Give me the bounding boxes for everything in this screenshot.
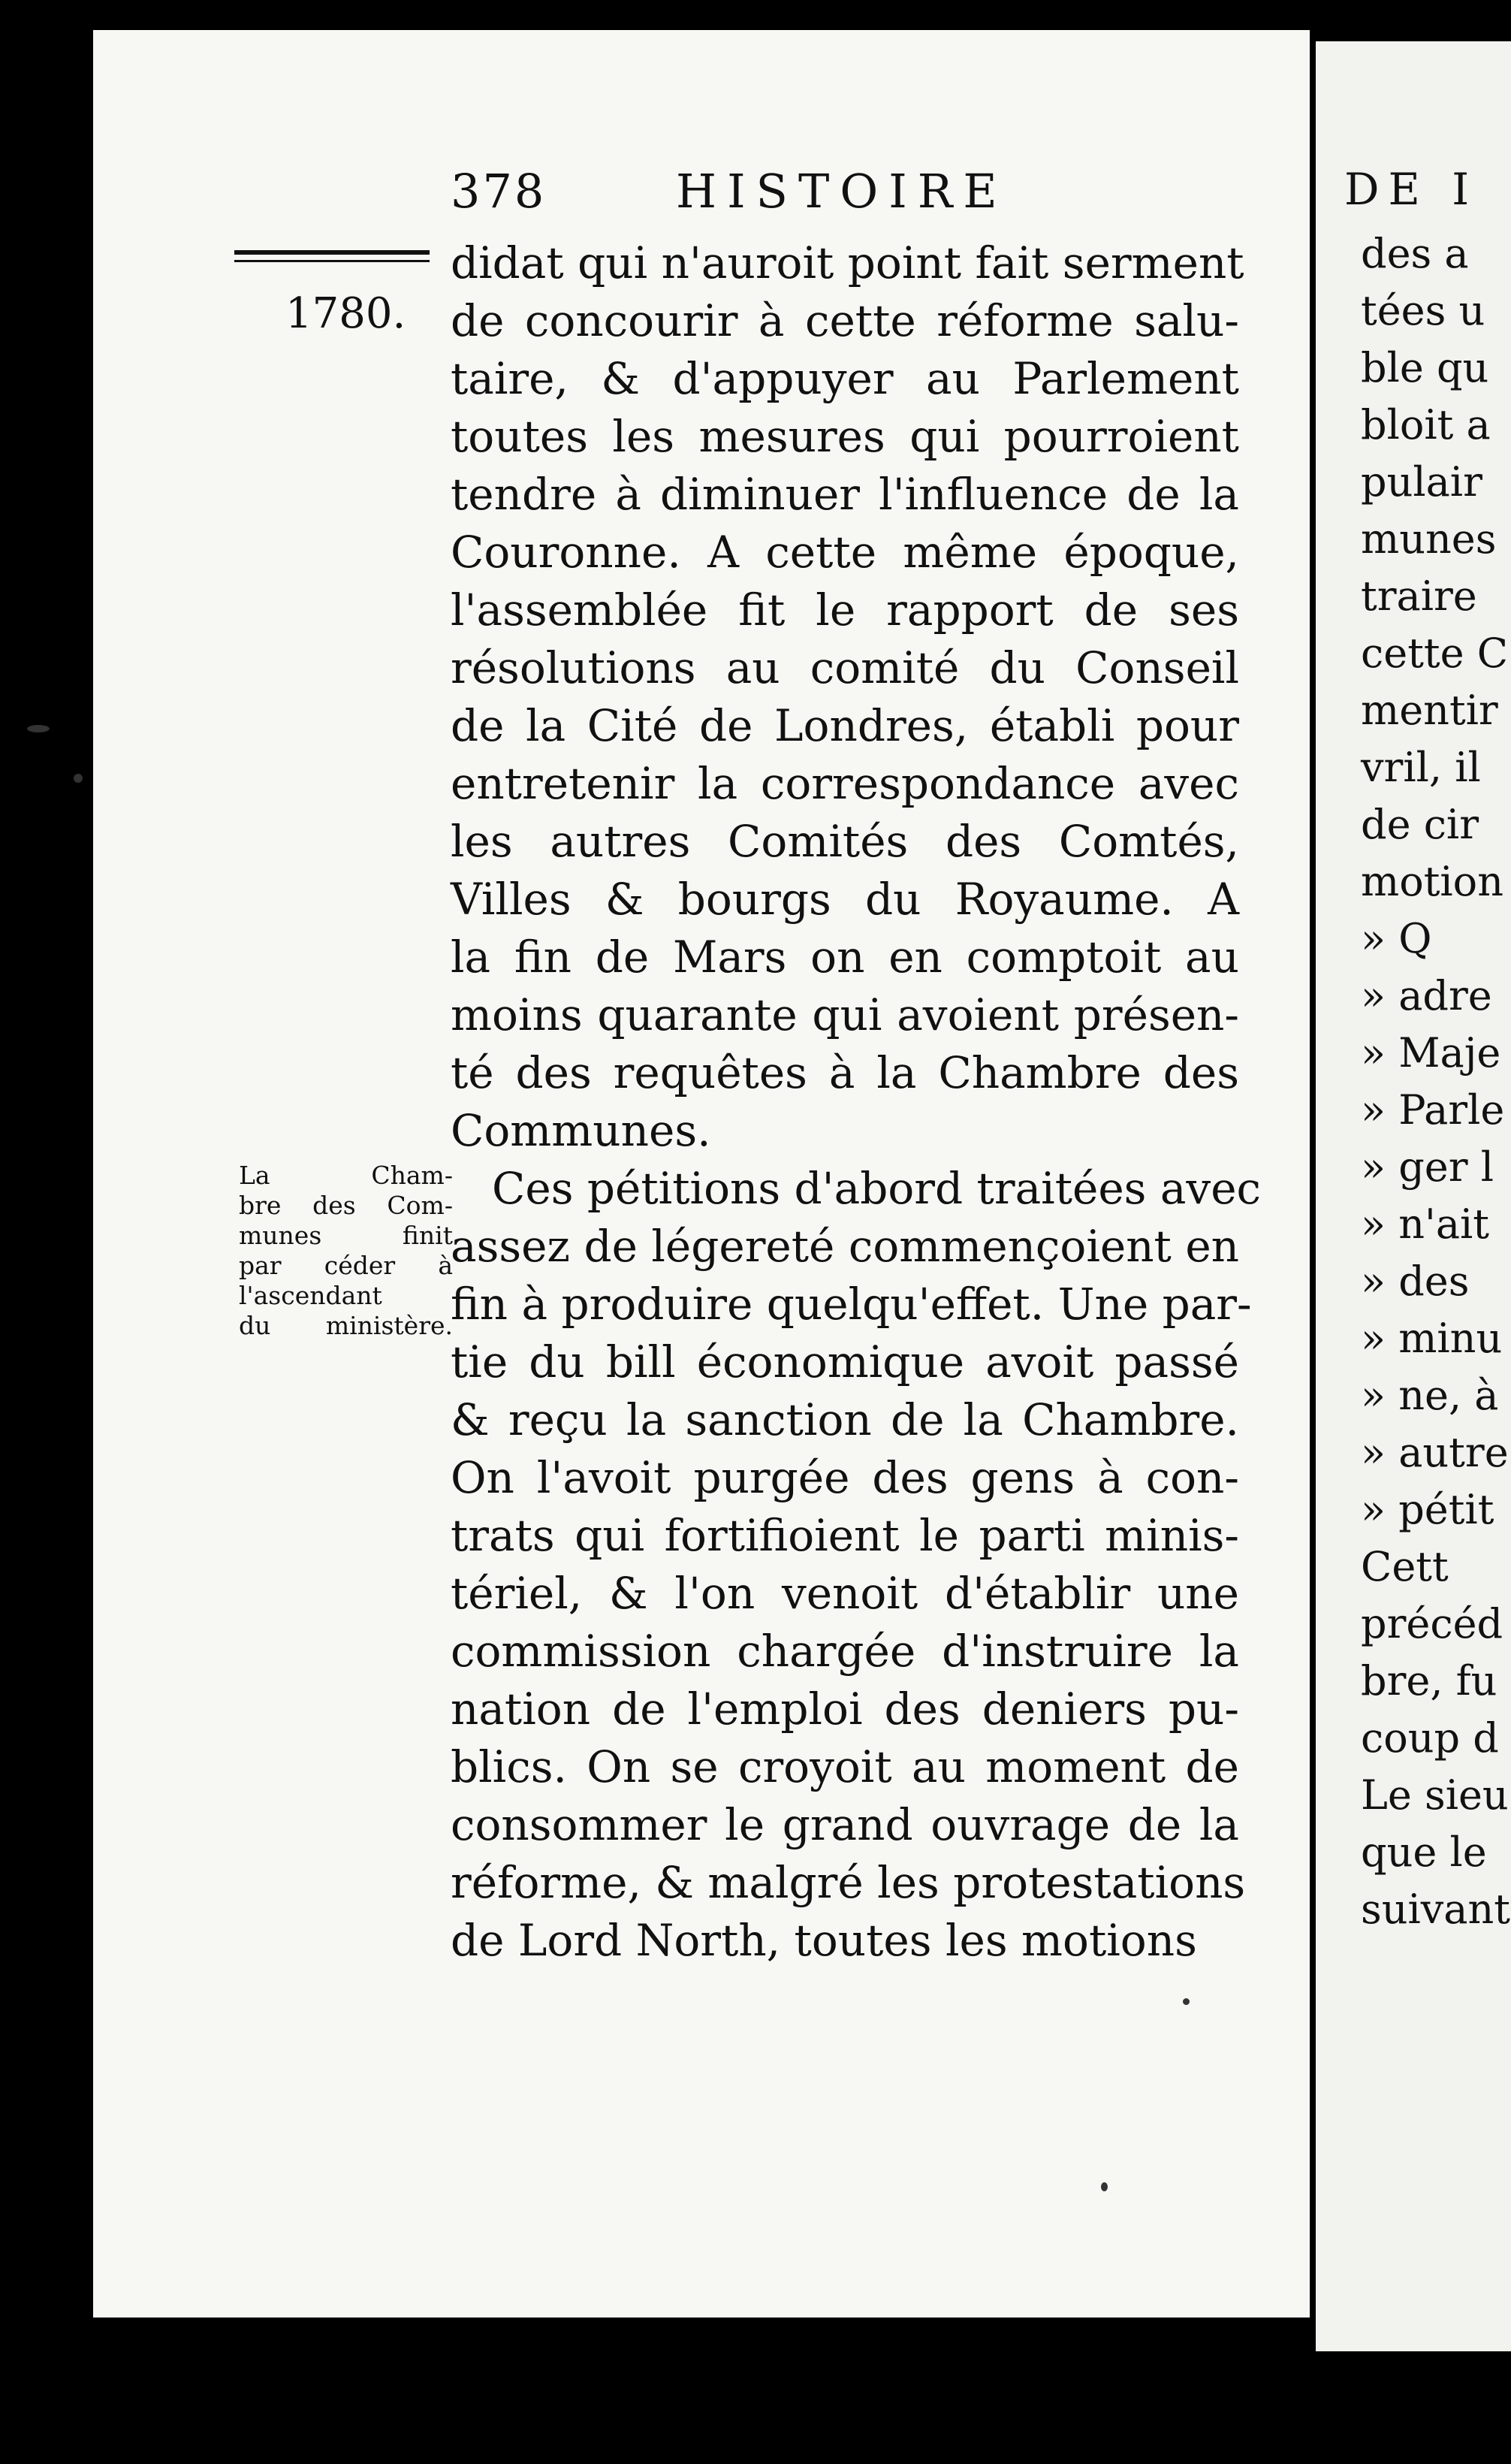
text-line: réforme, & malgré les protestations [451, 1857, 1246, 1908]
text-line: la fin de Mars on en comptoit au [451, 932, 1239, 983]
right-page-line: » Q [1361, 915, 1432, 962]
scan-speck [74, 774, 83, 783]
text-line: l'assemblée fit le rapport de ses [451, 584, 1239, 636]
margin-note [239, 1161, 453, 1341]
right-page-line: cette C [1361, 630, 1509, 677]
text-line: de Lord North, toutes les motions [451, 1915, 1197, 1966]
right-page-text [1361, 225, 1510, 1938]
margin-rule [234, 250, 430, 262]
text-line: & reçu la sanction de la Chambre. [451, 1394, 1239, 1445]
scan-speck [1101, 2182, 1108, 2191]
text-line: Villes & bourgs du Royaume. A [451, 874, 1239, 925]
right-page-line: motion [1361, 858, 1503, 905]
scan-speck [1183, 1998, 1190, 2005]
right-page-line: des a [1361, 230, 1469, 277]
text-line: toutes les mesures qui pourroient [451, 411, 1239, 462]
right-page-line: Cett [1361, 1543, 1449, 1590]
page-number: 378 [451, 164, 547, 219]
right-page-line: vril, il [1361, 744, 1481, 791]
margin-note-line: La Cham- [239, 1161, 453, 1190]
margin-note-line: par céder à [239, 1251, 453, 1280]
text-line: tériel, & l'on venoit d'établir une [451, 1568, 1239, 1619]
paragraph-2 [451, 1160, 1262, 1970]
right-page-line: mentir [1361, 687, 1498, 734]
right-page-line: pulair [1361, 458, 1482, 506]
margin-note-line: du ministère. [239, 1311, 453, 1340]
right-page-line: » Parle [1361, 1086, 1505, 1134]
paragraph-1 [451, 234, 1244, 1160]
text-line: de la Cité de Londres, établi pour [451, 700, 1239, 751]
text-line: didat qui n'auroit point fait serment [451, 237, 1244, 288]
text-line: moins quarante qui avoient présen- [451, 989, 1239, 1040]
right-page-line: munes [1361, 515, 1497, 563]
right-page-line: de cir [1361, 801, 1479, 848]
right-page-line: » Maje [1361, 1029, 1501, 1076]
text-line: On l'avoit purgée des gens à con- [451, 1452, 1239, 1503]
right-page-line: bloit a [1361, 401, 1491, 448]
text-line: Couronne. A cette même époque, [451, 527, 1239, 578]
text-line: commission chargée d'instruire la [451, 1626, 1239, 1677]
right-page-line: traire [1361, 572, 1477, 620]
running-title: HISTOIRE [676, 164, 1008, 219]
right-page-line: » ne, à [1361, 1372, 1499, 1419]
right-page-line: » minu [1361, 1315, 1503, 1362]
text-line: de concourir à cette réforme salu- [451, 295, 1239, 346]
right-page-line: précéd [1361, 1600, 1503, 1647]
right-page-line: » ger l [1361, 1143, 1494, 1191]
text-line: résolutions au comité du Conseil [451, 642, 1239, 693]
right-page-line: suivant [1361, 1886, 1510, 1933]
right-page-line: » adre [1361, 972, 1492, 1019]
text-line: té des requêtes à la Chambre des [451, 1047, 1239, 1098]
right-page-line: Le sieu [1361, 1771, 1509, 1819]
margin-year: 1780. [285, 289, 406, 338]
right-running-head: DE I [1344, 164, 1479, 215]
right-page-line: bre, fu [1361, 1657, 1497, 1705]
text-line: tie du bill économique avoit passé [451, 1336, 1239, 1388]
text-line: consommer le grand ouvrage de la [451, 1799, 1239, 1850]
text-line: tendre à diminuer l'influence de la [451, 469, 1239, 520]
right-page-line: ble qu [1361, 344, 1489, 391]
right-page-line: que le [1361, 1828, 1487, 1876]
scan-speck [27, 725, 50, 732]
right-page-line: » autre [1361, 1429, 1509, 1476]
margin-note-line: l'ascendant [239, 1281, 382, 1310]
text-line: Ces pétitions d'abord traitées avec [492, 1163, 1262, 1214]
margin-note-line: munes finit [239, 1221, 453, 1250]
right-page-line: tées u [1361, 287, 1485, 334]
text-line: blics. On se croyoit au moment de [451, 1741, 1239, 1792]
text-line: Communes. [451, 1105, 711, 1156]
text-line: entretenir la correspondance avec [451, 758, 1239, 809]
right-page-line: » n'ait [1361, 1200, 1489, 1248]
text-line: les autres Comités des Comtés, [451, 816, 1239, 867]
right-page-line: » pétit [1361, 1486, 1494, 1533]
text-line: assez de légereté commençoient en [451, 1221, 1239, 1272]
right-page-line: coup d [1361, 1714, 1499, 1762]
right-page-line: » des [1361, 1258, 1470, 1305]
text-line: trats qui fortifioient le parti minis- [451, 1510, 1239, 1561]
text-line: nation de l'emploi des deniers pu- [451, 1683, 1239, 1735]
text-line: fin à produire quelqu'effet. Une par- [451, 1279, 1252, 1330]
text-line: taire, & d'appuyer au Parlement [451, 353, 1239, 404]
margin-note-line: bre des Com- [239, 1191, 453, 1220]
